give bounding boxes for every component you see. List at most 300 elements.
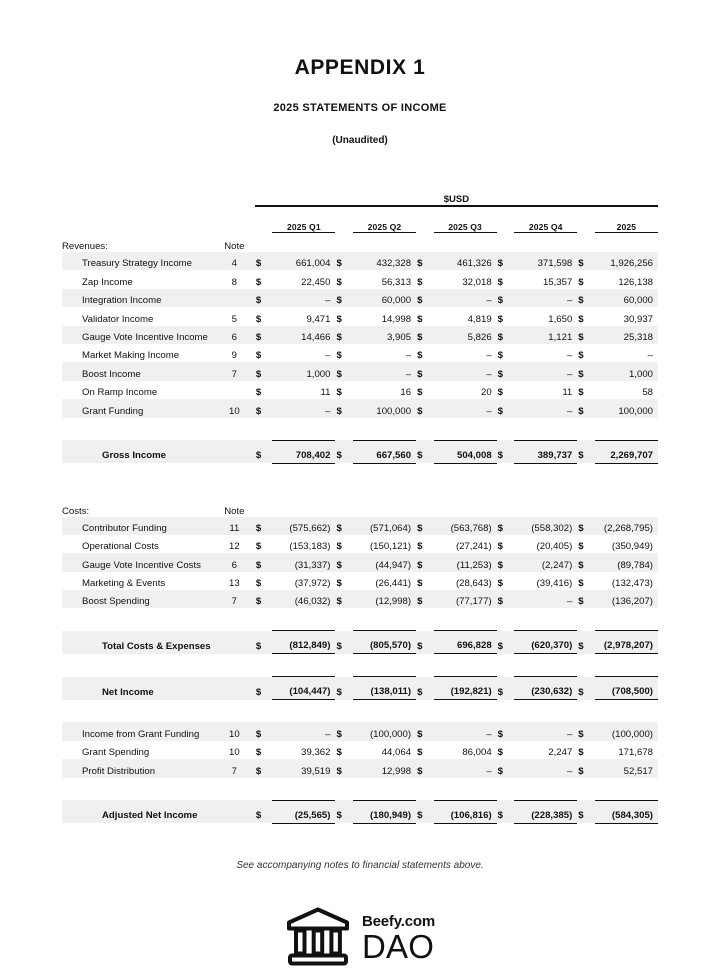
row-value-2: (12,998)	[353, 590, 416, 608]
currency-symbol-5: $	[578, 276, 584, 288]
row-value-4: –	[514, 590, 577, 608]
total-value-5: 2,269,707	[595, 440, 658, 463]
row-value-3: –	[434, 362, 497, 380]
row-label: Grant Funding	[62, 399, 214, 417]
currency-symbol-2: $	[335, 399, 352, 417]
currency-symbol-5: $	[577, 326, 594, 344]
row-value-3: 5,826	[434, 326, 497, 344]
currency-symbol-5: $	[578, 387, 584, 399]
currency-symbol-3: $	[417, 276, 423, 288]
currency-symbol-4: $	[497, 313, 504, 325]
total-value-2: (180,949)	[353, 800, 416, 823]
row-value-5: (100,000)	[595, 722, 658, 740]
total-currency-symbol-4: $	[497, 677, 514, 700]
table-row	[62, 362, 658, 380]
total-currency-symbol-2: $	[335, 440, 352, 463]
row-value-1: 39,519	[272, 759, 335, 777]
currency-symbol-2: $	[336, 747, 342, 759]
row-note: 7	[214, 590, 255, 608]
row-note: 6	[214, 553, 255, 571]
currency-symbol-3: $	[416, 590, 433, 608]
spacer-row	[62, 700, 658, 723]
adjusted-net-income-row	[62, 800, 658, 823]
section-total-row	[62, 440, 658, 463]
currency-symbol-2: $	[335, 326, 352, 344]
row-value-3: (11,253)	[434, 553, 497, 571]
currency-symbol-1: $	[255, 326, 272, 344]
currency-symbol-3: $	[416, 289, 433, 307]
total-value-3: (106,816)	[434, 800, 497, 823]
section-total-row	[62, 631, 658, 654]
table-row	[62, 722, 658, 740]
currency-symbol-1: $	[255, 517, 272, 535]
currency-symbol-4: $	[497, 387, 504, 399]
currency-symbol-3: $	[417, 747, 423, 759]
row-value-1: (31,337)	[272, 553, 335, 571]
row-value-1: 14,466	[272, 326, 335, 344]
currency-symbol-3: $	[416, 759, 433, 777]
total-value-1: (25,565)	[272, 800, 335, 823]
total-label: Adjusted Net Income	[62, 800, 214, 823]
table-row	[62, 344, 658, 362]
total-value-4: (620,370)	[514, 631, 577, 654]
table-row	[62, 590, 658, 608]
row-note: 7	[214, 362, 255, 380]
table-row	[62, 399, 658, 417]
currency-symbol-3: $	[416, 252, 433, 270]
row-label: Boost Income	[62, 362, 214, 380]
row-note	[214, 289, 255, 307]
row-value-5: 30,937	[623, 313, 653, 325]
row-value-1: 661,004	[272, 252, 335, 270]
currency-symbol-1: $	[255, 759, 272, 777]
currency-symbol-2: $	[336, 276, 342, 288]
row-value-3: 4,819	[467, 313, 492, 325]
row-value-3: –	[434, 289, 497, 307]
row-label: Marketing & Events	[82, 578, 166, 590]
currency-symbol-1: $	[255, 313, 262, 325]
total-currency-symbol-5: $	[577, 631, 594, 654]
spacer-row	[62, 206, 658, 215]
column-header-1: 2025 Q1	[272, 215, 335, 233]
table-row	[62, 517, 658, 535]
currency-symbol-3: $	[417, 387, 423, 399]
row-value-3: (28,643)	[455, 578, 492, 590]
row-value-2: –	[353, 362, 416, 380]
row-value-3: (27,241)	[455, 541, 492, 553]
row-label: Grant Spending	[82, 747, 150, 759]
currency-symbol-1: $	[255, 289, 272, 307]
spacer-row	[62, 463, 658, 498]
row-value-1: 9,471	[306, 313, 331, 325]
currency-symbol-4: $	[497, 399, 514, 417]
row-label: Market Making Income	[82, 350, 180, 362]
row-value-5: –	[647, 350, 653, 362]
currency-symbol-1: $	[255, 387, 262, 399]
table-row	[62, 553, 658, 571]
total-value-1: 708,402	[272, 440, 335, 463]
row-note: 8	[231, 276, 237, 288]
currency-symbol-2: $	[336, 578, 342, 590]
currency-symbol-5: $	[577, 362, 594, 380]
row-value-4: –	[566, 350, 573, 362]
currency-symbol-3: $	[417, 541, 423, 553]
total-value-4: 389,737	[514, 440, 577, 463]
total-value-3: 696,828	[434, 631, 497, 654]
row-note: 5	[231, 313, 237, 325]
row-value-1: –	[272, 722, 335, 740]
currency-symbol-2: $	[336, 350, 342, 362]
row-value-2: 14,998	[381, 313, 412, 325]
table-row	[62, 381, 658, 399]
row-value-3: –	[434, 722, 497, 740]
currency-symbol-2: $	[335, 722, 352, 740]
row-note: 10	[214, 399, 255, 417]
total-note	[214, 800, 255, 823]
row-note: 11	[214, 517, 255, 535]
row-note	[214, 381, 255, 399]
currency-symbol-1: $	[255, 553, 272, 571]
row-value-2: 16	[400, 387, 412, 399]
total-note	[214, 677, 255, 700]
total-currency-symbol-4: $	[497, 631, 514, 654]
total-value-1: (104,447)	[272, 677, 335, 700]
spacer-row	[62, 608, 658, 631]
currency-symbol-5: $	[578, 578, 584, 590]
row-value-5: 171,678	[618, 747, 653, 759]
total-value-4: (228,385)	[514, 800, 577, 823]
currency-band-row	[62, 187, 658, 206]
row-value-2: 100,000	[353, 399, 416, 417]
row-value-4: 1,650	[548, 313, 573, 325]
total-label: Total Costs & Expenses	[62, 631, 214, 654]
table-row	[62, 289, 658, 307]
row-value-3: 86,004	[462, 747, 492, 759]
table-row	[62, 252, 658, 270]
row-value-2: (100,000)	[353, 722, 416, 740]
currency-symbol-3: $	[417, 350, 423, 362]
row-value-4: 1,121	[514, 326, 577, 344]
currency-symbol-5: $	[577, 252, 594, 270]
row-value-2: 56,313	[381, 276, 412, 288]
note-column-header: Note	[224, 241, 245, 252]
row-value-2: (44,947)	[353, 553, 416, 571]
row-value-2: (26,441)	[375, 578, 412, 590]
currency-symbol-4: $	[497, 541, 504, 553]
currency-symbol-4: $	[497, 289, 514, 307]
currency-symbol-3: $	[416, 517, 433, 535]
total-currency-symbol-3: $	[416, 677, 433, 700]
currency-symbol-4: $	[497, 252, 514, 270]
total-currency-symbol-3: $	[416, 631, 433, 654]
currency-symbol-2: $	[336, 387, 342, 399]
logo-top-text: Beefy.com	[362, 912, 435, 930]
table-row	[62, 270, 658, 288]
currency-symbol-2: $	[335, 252, 352, 270]
total-currency-symbol-5: $	[577, 800, 594, 823]
total-value-2: (805,570)	[353, 631, 416, 654]
row-note: 13	[228, 578, 240, 590]
row-value-2: (571,064)	[353, 517, 416, 535]
currency-symbol-2: $	[335, 553, 352, 571]
currency-symbol-2: $	[336, 313, 342, 325]
spacer-row	[62, 654, 658, 677]
total-label: Gross Income	[62, 440, 214, 463]
row-value-3: –	[434, 759, 497, 777]
row-note: 7	[214, 759, 255, 777]
row-value-1: 11	[320, 387, 331, 399]
currency-symbol-4: $	[497, 362, 514, 380]
row-value-2: 3,905	[353, 326, 416, 344]
currency-symbol-1: $	[255, 350, 262, 362]
row-value-5: 126,138	[618, 276, 653, 288]
row-label: Zap Income	[82, 276, 133, 288]
row-note: 10	[228, 747, 240, 759]
row-label: On Ramp Income	[82, 387, 158, 399]
row-value-5: (136,207)	[595, 590, 658, 608]
currency-symbol-4: $	[497, 553, 514, 571]
currency-symbol-4: $	[497, 517, 514, 535]
row-label: Integration Income	[62, 289, 214, 307]
row-value-4: –	[514, 289, 577, 307]
row-value-4: (558,302)	[514, 517, 577, 535]
table-row	[62, 759, 658, 777]
currency-symbol-1: $	[255, 541, 262, 553]
total-value-4: (230,632)	[514, 677, 577, 700]
column-header-4: 2025 Q4	[514, 215, 577, 233]
currency-symbol-3: $	[416, 722, 433, 740]
currency-symbol-1: $	[255, 252, 272, 270]
currency-symbol-4: $	[497, 350, 504, 362]
row-note: 9	[231, 350, 237, 362]
currency-symbol-3: $	[417, 313, 423, 325]
currency-symbol-1: $	[255, 362, 272, 380]
total-currency-symbol-2: $	[335, 800, 352, 823]
section-heading-label: Costs:	[62, 505, 90, 517]
currency-symbol-1: $	[255, 578, 262, 590]
currency-band-label: $USD	[255, 187, 658, 206]
row-value-1: (37,972)	[294, 578, 331, 590]
currency-symbol-1: $	[255, 276, 262, 288]
currency-symbol-2: $	[335, 759, 352, 777]
row-note: 6	[214, 326, 255, 344]
row-note: 10	[214, 722, 255, 740]
total-value-3: 504,008	[434, 440, 497, 463]
total-value-3: (192,821)	[434, 677, 497, 700]
section-heading-row	[62, 233, 658, 253]
row-value-4: (20,405)	[536, 541, 573, 553]
row-value-2: –	[405, 350, 412, 362]
row-label: Contributor Funding	[62, 517, 214, 535]
currency-symbol-4: $	[497, 722, 514, 740]
table-row	[62, 741, 658, 759]
row-value-3: (563,768)	[434, 517, 497, 535]
row-value-4: 371,598	[514, 252, 577, 270]
column-header-5: 2025	[595, 215, 658, 233]
row-note: 12	[228, 541, 240, 553]
row-value-3: (77,177)	[434, 590, 497, 608]
currency-symbol-3: $	[416, 553, 433, 571]
logo-wordmark	[362, 914, 435, 963]
currency-symbol-2: $	[335, 590, 352, 608]
row-label: Gauge Vote Incentive Income	[62, 326, 214, 344]
row-value-5: 100,000	[595, 399, 658, 417]
currency-symbol-5: $	[577, 289, 594, 307]
total-currency-symbol-4: $	[497, 440, 514, 463]
income-statement-table	[62, 187, 658, 824]
row-label: Profit Distribution	[62, 759, 214, 777]
currency-symbol-5: $	[577, 722, 594, 740]
document-subtitle: 2025 STATEMENTS OF INCOME	[273, 102, 447, 114]
column-header-3: 2025 Q3	[434, 215, 497, 233]
currency-symbol-4: $	[497, 747, 504, 759]
row-value-2: 432,328	[353, 252, 416, 270]
row-label: Validator Income	[82, 313, 154, 325]
total-value-2: (138,011)	[353, 677, 416, 700]
row-value-5: 52,517	[595, 759, 658, 777]
section-heading-row	[62, 498, 658, 517]
row-value-2: 60,000	[353, 289, 416, 307]
total-label: Net Income	[62, 677, 214, 700]
currency-symbol-5: $	[577, 517, 594, 535]
section-heading-label: Revenues:	[62, 241, 108, 252]
row-value-5: (89,784)	[595, 553, 658, 571]
row-value-3: 20	[481, 387, 492, 399]
currency-symbol-5: $	[578, 313, 584, 325]
row-value-4: (2,247)	[514, 553, 577, 571]
row-label: Income from Grant Funding	[62, 722, 214, 740]
currency-symbol-4: $	[497, 759, 514, 777]
currency-symbol-1: $	[255, 590, 272, 608]
row-value-5: 1,926,256	[595, 252, 658, 270]
row-value-3: –	[434, 399, 497, 417]
row-value-1: (46,032)	[272, 590, 335, 608]
row-value-2: 44,064	[381, 747, 412, 759]
total-value-5: (2,978,207)	[595, 631, 658, 654]
row-value-5: (350,949)	[611, 541, 653, 553]
row-label: Boost Spending	[62, 590, 214, 608]
total-value-2: 667,560	[353, 440, 416, 463]
beefy-dao-logo	[0, 906, 720, 971]
page-title: APPENDIX 1	[294, 56, 426, 79]
row-value-4: 15,357	[542, 276, 573, 288]
spacer-row	[62, 778, 658, 801]
column-header-row	[62, 215, 658, 233]
net-income-row	[62, 677, 658, 700]
currency-symbol-3: $	[416, 362, 433, 380]
row-value-5: 1,000	[595, 362, 658, 380]
currency-symbol-4: $	[497, 276, 504, 288]
column-header-2: 2025 Q2	[353, 215, 416, 233]
row-value-1: 22,450	[301, 276, 331, 288]
currency-symbol-2: $	[335, 362, 352, 380]
total-value-1: (812,849)	[272, 631, 335, 654]
row-value-3: 461,326	[434, 252, 497, 270]
row-value-5: (2,268,795)	[595, 517, 658, 535]
currency-symbol-3: $	[416, 399, 433, 417]
row-value-3: –	[486, 350, 492, 362]
total-currency-symbol-3: $	[416, 800, 433, 823]
row-note: 4	[214, 252, 255, 270]
currency-symbol-4: $	[497, 578, 504, 590]
row-value-5: 60,000	[595, 289, 658, 307]
income-statement-table-wrapper	[62, 187, 658, 824]
total-currency-symbol-5: $	[577, 677, 594, 700]
document-header	[0, 0, 720, 146]
row-value-2: 12,998	[353, 759, 416, 777]
total-currency-symbol-4: $	[497, 800, 514, 823]
currency-symbol-1: $	[255, 722, 272, 740]
bank-building-icon	[285, 906, 351, 971]
table-row	[62, 307, 658, 325]
currency-symbol-4: $	[497, 590, 514, 608]
row-value-2: (150,121)	[369, 541, 412, 553]
row-value-1: (575,662)	[272, 517, 335, 535]
row-value-1: –	[272, 399, 335, 417]
total-currency-symbol-1: $	[255, 440, 272, 463]
currency-symbol-5: $	[577, 399, 594, 417]
table-row	[62, 572, 658, 590]
currency-symbol-5: $	[578, 747, 584, 759]
currency-symbol-3: $	[416, 326, 433, 344]
total-note	[214, 631, 255, 654]
currency-symbol-5: $	[578, 541, 584, 553]
row-value-5: 25,318	[595, 326, 658, 344]
table-row	[62, 326, 658, 344]
row-value-1: (153,183)	[289, 541, 331, 553]
total-currency-symbol-3: $	[416, 440, 433, 463]
row-value-4: –	[514, 362, 577, 380]
audit-status: (Unaudited)	[332, 135, 388, 146]
row-value-4: –	[514, 722, 577, 740]
row-value-1: –	[325, 350, 331, 362]
currency-symbol-1: $	[255, 747, 262, 759]
row-value-4: –	[514, 399, 577, 417]
currency-symbol-2: $	[336, 541, 342, 553]
footnote-text: See accompanying notes to financial statements above.	[236, 859, 484, 871]
total-currency-symbol-1: $	[255, 677, 272, 700]
logo-bottom-text: DAO	[362, 927, 435, 965]
row-value-4: (39,416)	[536, 578, 573, 590]
row-value-1: 39,362	[301, 747, 331, 759]
currency-symbol-5: $	[577, 553, 594, 571]
table-row	[62, 535, 658, 553]
total-value-5: (708,500)	[595, 677, 658, 700]
row-value-4: 11	[562, 387, 573, 399]
currency-symbol-1: $	[255, 399, 272, 417]
row-value-5: (132,473)	[611, 578, 653, 590]
total-currency-symbol-1: $	[255, 800, 272, 823]
total-note	[214, 440, 255, 463]
currency-symbol-4: $	[497, 326, 514, 344]
total-currency-symbol-2: $	[335, 631, 352, 654]
row-value-3: 32,018	[462, 276, 492, 288]
currency-symbol-5: $	[578, 350, 584, 362]
total-currency-symbol-1: $	[255, 631, 272, 654]
row-value-5: 58	[642, 387, 653, 399]
row-label: Operational Costs	[82, 541, 159, 553]
total-currency-symbol-2: $	[335, 677, 352, 700]
row-value-4: –	[514, 759, 577, 777]
row-label: Gauge Vote Incentive Costs	[62, 553, 214, 571]
row-value-1: –	[272, 289, 335, 307]
currency-symbol-2: $	[335, 289, 352, 307]
total-currency-symbol-5: $	[577, 440, 594, 463]
row-label: Treasury Strategy Income	[62, 252, 214, 270]
row-value-4: 2,247	[548, 747, 573, 759]
currency-symbol-5: $	[577, 759, 594, 777]
currency-symbol-5: $	[577, 590, 594, 608]
